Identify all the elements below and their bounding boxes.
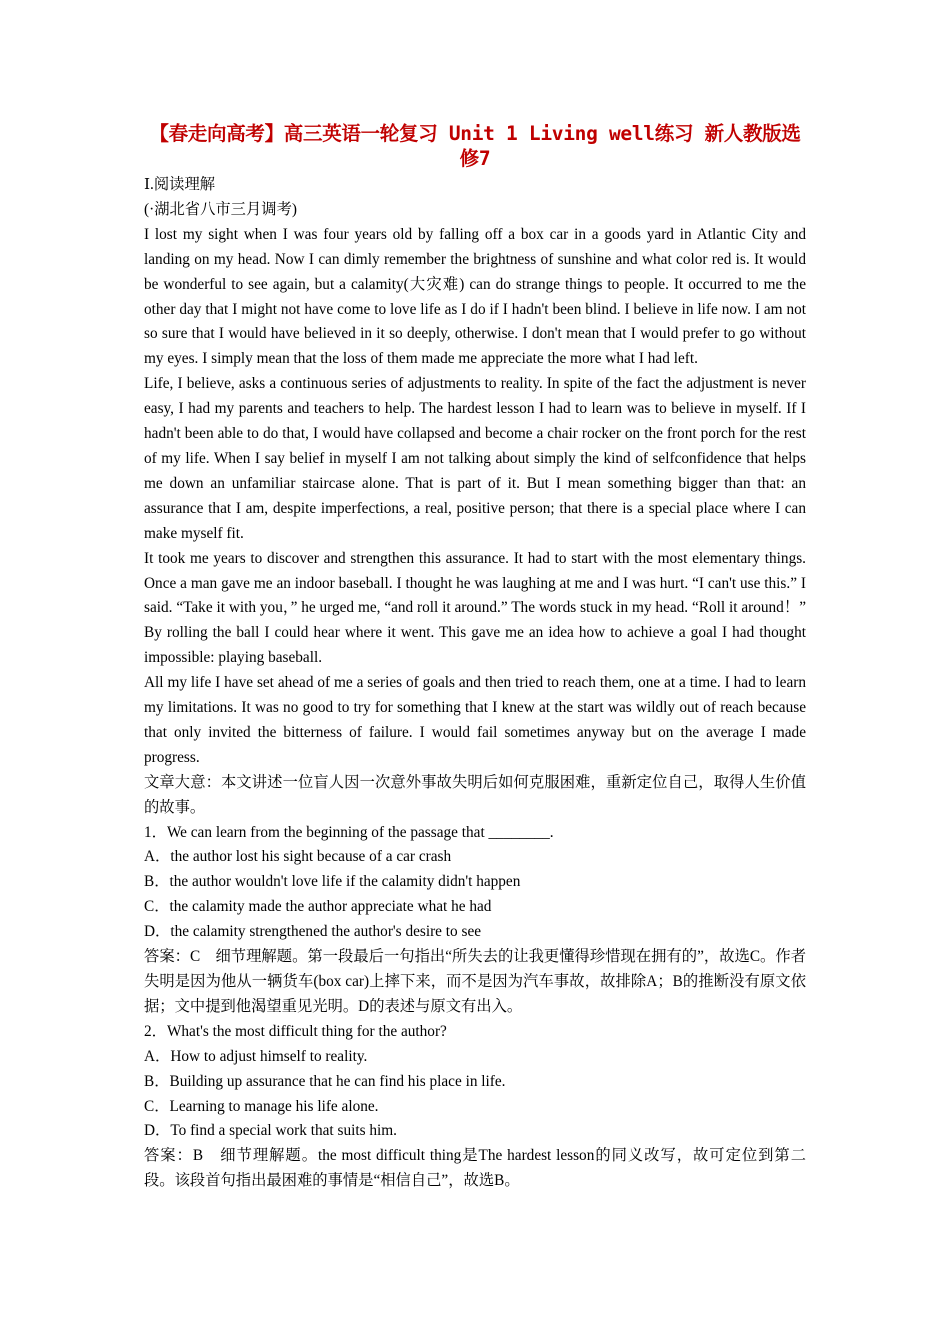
- passage-paragraph-2: Life, I believe, asks a continuous series of adjustments to reality. In spite of the fact the adjustment is never easy, I had my parents and teachers to help. The hardest lesson I had to learn was to believe in myself. If I hadn't been able to do that, I would have collapsed and become a chair rocker on the front porch for the rest of my life. When I say belief in myself I am not talking about simply the kind of selfconfidence that helps me down an unfamiliar staircase alone. That is part of it. But I mean something bigger than that: an assurance that I am, despite imperfections, a real, positive person; that there is a special place where I can make myself fit.: [144, 375, 806, 542]
- question-2-option-b: B．Building up assurance that he can find his place in life.: [144, 1072, 506, 1090]
- source-note: (·湖北省八市三月调考): [144, 200, 297, 218]
- passage-summary: 文章大意：本文讲述一位盲人因一次意外事故失明后如何克服困难，重新定位自己，取得人生价值的故事。: [144, 773, 806, 816]
- question-1-option-a: A．the author lost his sight because of a car crash: [144, 848, 452, 866]
- document-page: [144, 121, 806, 1194]
- question-1-option-b: B．the author wouldn't love life if the calamity didn't happen: [144, 873, 521, 891]
- question-2-option-c: C．Learning to manage his life alone.: [144, 1097, 379, 1115]
- document-title: 【春走向高考】高三英语一轮复习 Unit 1 Living well练习 新人教版选修7: [149, 122, 801, 170]
- passage-paragraph-3: It took me years to discover and strengthen this assurance. It had to start with the most elementary things. Once a man gave me an indoor baseball. I thought he was laughing at me and I was hurt. “I can't use this.” I said. “Take it with you，” he urged me, “and roll it around.” The words stuck in my head. “Roll it around！” By rolling the ball I could hear where it went. This gave me an idea how to achieve a goal I had thought impossible: playing baseball.: [144, 549, 806, 667]
- question-1-option-c: C．the calamity made the author appreciate what he had: [144, 898, 492, 916]
- question-2-stem: 2．What's the most difficult thing for the author?: [144, 1022, 447, 1040]
- question-1-option-d: D．the calamity strengthened the author's desire to see: [144, 923, 482, 941]
- question-2-answer: 答案：B 细节理解题。the most difficult thing是The hardest lesson的同义改写，故可定位到第二段。该段首句指出最困难的事情是“相信自己”，故选B。: [144, 1147, 806, 1190]
- section-heading: Ⅰ.阅读理解: [144, 176, 216, 193]
- passage-paragraph-4: All my life I have set ahead of me a series of goals and then tried to reach them, one at a time. I had to learn my limitations. It was no good to try for something that I knew at the start was wildly out of reach because that only invited the bitterness of failure. I would fail sometimes anyway but on the average I made progress.: [144, 674, 806, 766]
- passage-paragraph-1: I lost my sight when I was four years old by falling off a box car in a goods yard in Atlantic City and landing on my head. Now I can dimly remember the brightness of sunshine and what color red is. It would be wonderful to see again, but a calamity(大灾难) can do strange things to people. It occurred to me the other day that I might not have come to love life as I do if I hadn't been blind. I believe in life now. I am not so sure that I would have believed in it so deeply, otherwise. I don't mean that I would prefer to go without my eyes. I simply mean that the loss of them made me appreciate the more what I had left.: [144, 225, 806, 368]
- question-1-stem: 1．We can learn from the beginning of the passage that ________.: [144, 823, 554, 841]
- question-2-option-a: A．How to adjust himself to reality.: [144, 1047, 368, 1065]
- question-2-option-d: D．To find a special work that suits him.: [144, 1122, 397, 1140]
- question-1-answer: 答案：C 细节理解题。第一段最后一句指出“所失去的让我更懂得珍惜现在拥有的”，故选C。作者失明是因为他从一辆货车(box car)上摔下来，而不是因为汽车事故，故排除A；B的推断没有原文依据；文中提到他渴望重见光明。D的表述与原文有出入。: [144, 948, 806, 1015]
